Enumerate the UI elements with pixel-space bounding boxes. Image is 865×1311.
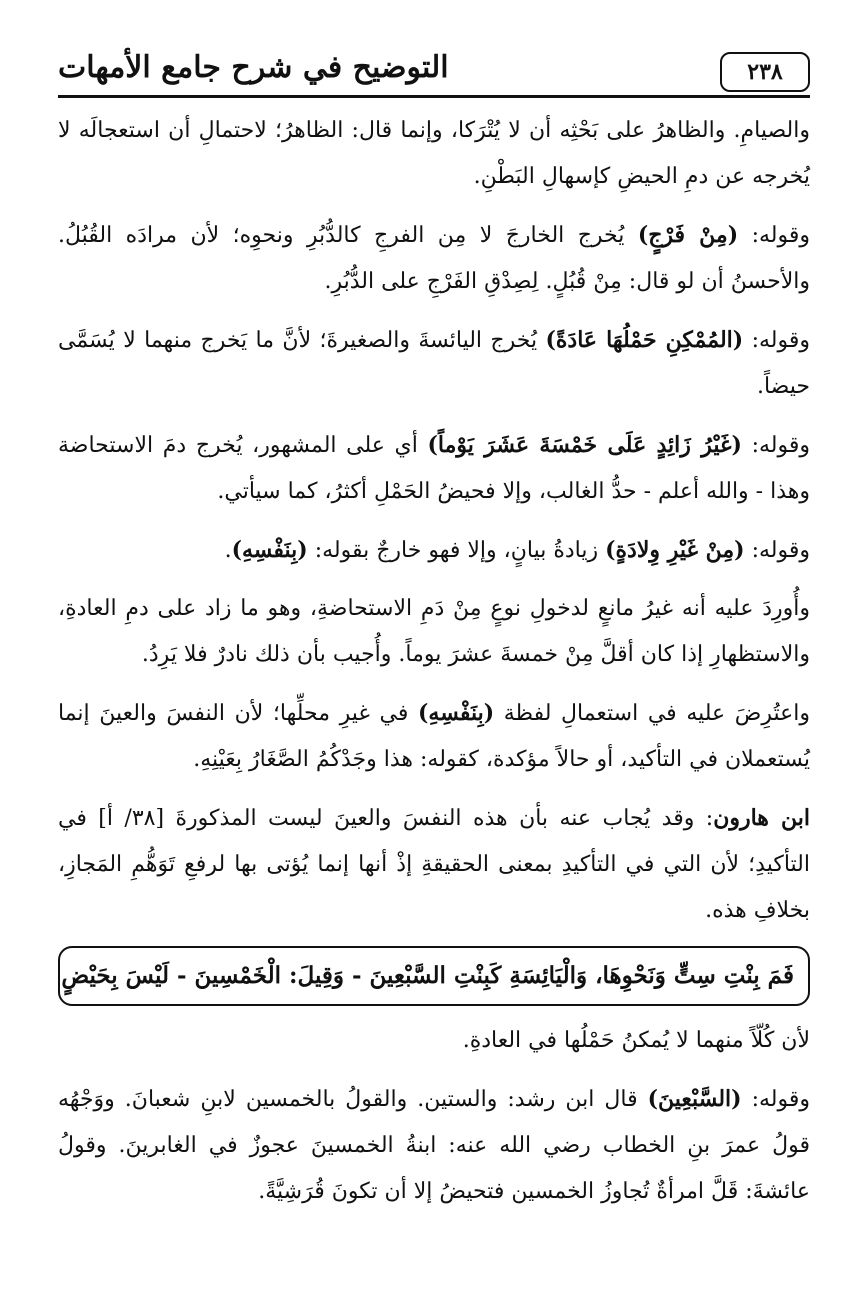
- matn-box: [58, 946, 810, 1006]
- paragraph: واعتُرِضَ عليه في استعمالِ لفظة (بِنَفْسِهِ) في غيرِ محلِّها؛ لأن النفسَ والعينَ إنما يُستعملان في التأكيد، أو حالاً مؤكدة، كقوله: هذا وجَدْكُمُ الصَّغَارُ بِعَيْنِهِ.: [58, 700, 811, 772]
- quoted-term: (مِنْ غَيْرِ وِلادَةٍ): [605, 537, 745, 563]
- quoted-term: (بِنَفْسِهِ): [417, 700, 495, 726]
- quoted-term: (المُمْكِنِ حَمْلُهَا عَادَةً): [545, 327, 744, 353]
- paragraph: وقوله: (مِنْ غَيْرِ وِلادَةٍ) زيادةُ بيانٍ، وإلا فهو خارجٌ بقوله: (بِنَفْسِهِ).: [224, 537, 810, 563]
- quoted-term: (غَيْرُ زَائِدٍ عَلَى خَمْسَةَ عَشَرَ يَوْماً): [427, 432, 742, 458]
- page-body: [58, 108, 810, 1227]
- quoted-term: (السَّبْعِينَ): [647, 1086, 742, 1112]
- paragraph: وقوله: (السَّبْعِينَ) قال ابن رشد: والستين. والقولُ بالخمسين لابنِ شعبانَ. ووَجْهُه قولُ عمرَ بنِ الخطاب رضي الله عنه: ابنةُ الخمسينَ عجوزٌ في الغابرينَ. وقولُ عائشةَ: قَلَّ امرأةٌ تُجاوزُ الخمسين فتحيضُ إلا أن تكونَ قُرَشِيَّةً.: [58, 1086, 810, 1204]
- page-number: ٢٣٨: [747, 59, 783, 85]
- paragraph: وأُورِدَ عليه أنه غيرُ مانعٍ لدخولِ نوعٍ مِنْ دَمِ الاستحاضةِ، وهو ما زاد على دمِ العادةِ، والاستظهارِ إذا كان أقلَّ مِنْ خمسةَ عشرَ يوماً. وأُجيب بأن ذلك نادرٌ فلا يَرِدُ.: [58, 596, 810, 667]
- running-title: التوضيح في شرح جامع الأمهات: [58, 50, 449, 85]
- paragraph: ابن هارون: وقد يُجاب عنه بأن هذه النفسَ والعينَ ليست المذكورةَ [٣٨/ أ] في التأكيدِ؛ لأن التي في التأكيدِ بمعنى الحقيقةِ إذْ أنها إنما يُؤتى بها لرفعِ تَوَهُّمِ المَجازِ، بخلافِ هذه.: [58, 805, 810, 923]
- paragraph: لأن كُلّاً منهما لا يُمكنُ حَمْلُها في العادةِ.: [462, 1028, 810, 1053]
- paragraph: وقوله: (المُمْكِنِ حَمْلُهَا عَادَةً) يُخرج اليائسةَ والصغيرةَ؛ لأنَّ ما يَخرج منهما لا يُسَمَّى حيضاً.: [58, 327, 810, 399]
- matn-text: فَمَ بِنْتِ سِتٍّ وَنَحْوِهَا، وَالْيَائِسَةِ كَبِنْتِ السَّبْعِينَ - وَقِيلَ: الْخَمْسِينَ - لَيْسَ بِحَيْضٍ: [61, 962, 794, 989]
- author-name: ابن هارون: [713, 805, 810, 831]
- quoted-term: (مِنْ فَرْجٍ): [637, 222, 739, 248]
- page-number-box: [720, 52, 810, 92]
- quoted-term: (بِنَفْسِهِ): [231, 537, 308, 563]
- page-header: [58, 44, 810, 98]
- header-rule: [58, 95, 810, 98]
- paragraph: وقوله: (مِنْ فَرْجٍ) يُخرج الخارجَ لا مِن الفرجِ كالدُّبُرِ ونحوِه؛ لأن مرادَه القُبُلُ. والأحسنُ أن لو قال: مِنْ قُبُلٍ. لِصِدْقِ الفَرْجِ على الدُّبُرِ.: [58, 222, 810, 294]
- paragraph: وقوله: (غَيْرُ زَائِدٍ عَلَى خَمْسَةَ عَشَرَ يَوْماً) أي على المشهور، يُخرج دمَ الاستحاضة وهذا - والله أعلم - حدُّ الغالب، وإلا فحيضُ الحَمْلِ أكثرُ، كما سيأتي.: [58, 432, 810, 504]
- paragraph: والصيامِ. والظاهرُ على بَحْثِه أن لا يُتْرَكا، وإنما قال: الظاهرُ؛ لاحتمالِ أن استعجالَه لا يُخرجه عن دمِ الحيضِ كإسهالِ البَطْنِ.: [58, 118, 810, 189]
